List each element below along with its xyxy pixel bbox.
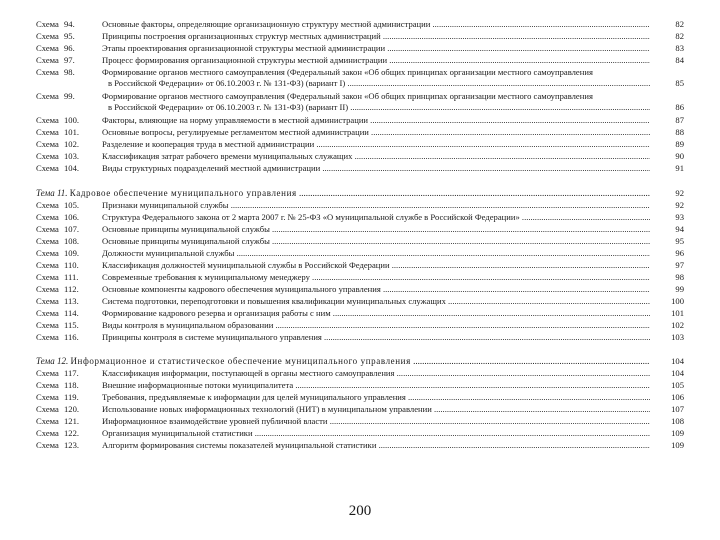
entry-title: Принципы контроля в системе муниципального управления .....	[102, 332, 650, 343]
entry-page: 85	[652, 78, 684, 89]
entry-page: 91	[652, 163, 684, 174]
entry-page: 84	[652, 55, 684, 66]
entry-title-continuation: в Российской Федерации» от 06.10.2003 г. № 131-ФЗ) (вариант II) .....	[108, 102, 650, 113]
entry-title: Принципы построения организационных структур местных администраций .....	[102, 31, 650, 42]
toc-entry	[36, 404, 684, 415]
entry-number: 118.	[64, 380, 79, 390]
entry-title: Признаки муниципальной службы .....	[102, 200, 650, 211]
section-page: 92	[652, 188, 684, 199]
entry-number: 108.	[64, 236, 80, 246]
toc-entry	[36, 428, 684, 439]
entry-number: 115.	[64, 320, 79, 330]
entry-page: 82	[652, 19, 684, 30]
entry-page: 92	[652, 200, 684, 211]
toc-entry	[36, 67, 684, 78]
entry-number: 112.	[64, 284, 79, 294]
entry-title: Основные принципы муниципальной службы .....	[102, 236, 650, 247]
entry-number: 107.	[64, 224, 80, 234]
entry-title: Внешние информационные потоки муниципалитета .....	[102, 380, 650, 391]
entry-title: Система подготовки, переподготовки и повышения квалификации муниципальных служащих .....	[102, 296, 650, 307]
toc-entry	[36, 320, 684, 331]
entry-title: Классификация затрат рабочего времени муниципальных служащих .....	[102, 151, 650, 162]
entry-number: 100.	[64, 115, 80, 125]
entry-label: Схема	[36, 55, 59, 65]
entry-title: Классификация должностей муниципальной службы в Российской Федерации .....	[102, 260, 650, 271]
entry-label: Схема	[36, 212, 59, 222]
entry-number: 119.	[64, 392, 79, 402]
entry-label: Схема	[36, 163, 59, 173]
entry-title: Основные принципы муниципальной службы .....	[102, 224, 650, 235]
entry-page: 82	[652, 31, 684, 42]
entry-label: Схема	[36, 368, 59, 378]
entry-page: 108	[652, 416, 684, 427]
entry-page: 102	[652, 320, 684, 331]
toc-entry	[36, 260, 684, 271]
entry-label: Схема	[36, 392, 59, 402]
section-heading	[36, 356, 684, 367]
toc-entry	[36, 43, 684, 54]
toc-entry	[36, 368, 684, 379]
entry-number: 104.	[64, 163, 80, 173]
entry-label: Схема	[36, 248, 59, 258]
entry-title: Структура Федерального закона от 2 марта 2007 г. № 25-ФЗ «О муниципальной службе в Российской Федерации» .....	[102, 212, 650, 223]
toc-entry	[36, 296, 684, 307]
toc-entry	[36, 91, 684, 102]
toc-entry	[36, 416, 684, 427]
entry-number: 99.	[64, 91, 75, 101]
entry-page: 100	[652, 296, 684, 307]
entry-number: 98.	[64, 67, 75, 77]
toc-entry	[36, 212, 684, 223]
entry-label: Схема	[36, 260, 59, 270]
toc-entry	[36, 224, 684, 235]
entry-page: 109	[652, 428, 684, 439]
entry-title: Современные требования к муниципальному менеджеру .....	[102, 272, 650, 283]
entry-number: 103.	[64, 151, 80, 161]
toc-entry	[36, 55, 684, 66]
toc-entry	[36, 200, 684, 211]
entry-label: Схема	[36, 200, 59, 210]
section-title: Информационное и статистическое обеспечение муниципального управления	[70, 356, 411, 366]
entry-page: 90	[652, 151, 684, 162]
entry-label: Схема	[36, 91, 59, 101]
entry-page: 101	[652, 308, 684, 319]
toc-entry	[36, 308, 684, 319]
entry-number: 122.	[64, 428, 80, 438]
toc-entry	[36, 163, 684, 174]
entry-label: Схема	[36, 236, 59, 246]
toc-entry	[36, 284, 684, 295]
entry-title: Формирование кадрового резерва и организация работы с ним .....	[102, 308, 650, 319]
section-heading-text	[36, 188, 650, 199]
entry-number: 117.	[64, 368, 79, 378]
entry-label: Схема	[36, 284, 59, 294]
entry-title: Должности муниципальной службы .....	[102, 248, 650, 259]
entry-title: Формирование органов местного самоуправления (Федеральный закон «Об общих принципах организации местного самоуправления	[102, 91, 593, 101]
entry-label: Схема	[36, 151, 59, 161]
toc-entry	[36, 248, 684, 259]
entry-label: Схема	[36, 440, 59, 450]
toc-entry	[36, 151, 684, 162]
entry-title: Требования, предъявляемые к информации для целей муниципального управления .....	[102, 392, 650, 403]
toc-entry	[36, 19, 684, 30]
entry-title: Классификация информации, поступающей в органы местного самоуправления .....	[102, 368, 650, 379]
entry-title: Этапы проектирования организационной структуры местной администрации .....	[102, 43, 650, 54]
entry-label: Схема	[36, 19, 59, 29]
entry-page: 86	[652, 102, 684, 113]
entry-page: 97	[652, 260, 684, 271]
entry-label: Схема	[36, 320, 59, 330]
entry-page: 94	[652, 224, 684, 235]
toc-entry	[36, 236, 684, 247]
entry-number: 121.	[64, 416, 80, 426]
entry-page: 107	[652, 404, 684, 415]
entry-number: 97.	[64, 55, 75, 65]
entry-label: Схема	[36, 67, 59, 77]
entry-label: Схема	[36, 115, 59, 125]
entry-page: 83	[652, 43, 684, 54]
section-page: 104	[652, 356, 684, 367]
entry-title: Виды контроля в муниципальном образовании .....	[102, 320, 650, 331]
entry-page: 87	[652, 115, 684, 126]
entry-page: 98	[652, 272, 684, 283]
entry-title: Использование новых информационных технологий (НИТ) в муниципальном управлении .....	[102, 404, 650, 415]
entry-page: 106	[652, 392, 684, 403]
entry-page: 93	[652, 212, 684, 223]
entry-number: 113.	[64, 296, 79, 306]
entry-title: Основные компоненты кадрового обеспечения муниципального управления .....	[102, 284, 650, 295]
entry-label: Схема	[36, 308, 59, 318]
toc-entry	[36, 31, 684, 42]
entry-title: Основные факторы, определяющие организационную структуру местной администрации .....	[102, 19, 650, 30]
entry-label: Схема	[36, 272, 59, 282]
entry-label: Схема	[36, 380, 59, 390]
entry-page: 105	[652, 380, 684, 391]
entry-page: 96	[652, 248, 684, 259]
entry-title: Виды структурных подразделений местной администрации .....	[102, 163, 650, 174]
entry-page: 103	[652, 332, 684, 343]
entry-number: 106.	[64, 212, 80, 222]
entry-title: Информационное взаимодействие уровней публичной власти .....	[102, 416, 650, 427]
entry-title: Организация муниципальной статистики .....	[102, 428, 650, 439]
toc-entry	[36, 392, 684, 403]
page-number: 200	[348, 503, 372, 519]
entry-number: 116.	[64, 332, 79, 342]
entry-number: 110.	[64, 260, 79, 270]
entry-number: 105.	[64, 200, 80, 210]
section-label: Тема 11.	[36, 188, 68, 198]
toc-entry	[36, 127, 684, 138]
entry-title: Основные вопросы, регулируемые регламентом местной администрации .....	[102, 127, 650, 138]
entry-page: 95	[652, 236, 684, 247]
entry-title: Процесс формирования организационной структуры местной администрации .....	[102, 55, 650, 66]
entry-label: Схема	[36, 224, 59, 234]
entry-label: Схема	[36, 127, 59, 137]
toc-entry	[36, 332, 684, 343]
entry-label: Схема	[36, 139, 59, 149]
entry-label: Схема	[36, 43, 59, 53]
toc-entry-continuation	[36, 102, 684, 113]
entry-page: 104	[652, 368, 684, 379]
section-label: Тема 12.	[36, 356, 69, 366]
entry-label: Схема	[36, 404, 59, 414]
toc-entry-continuation	[36, 78, 684, 89]
entry-title: Формирование органов местного самоуправления (Федеральный закон «Об общих принципах организации местного самоуправления	[102, 67, 593, 77]
entry-number: 111.	[64, 272, 79, 282]
entry-number: 123.	[64, 440, 80, 450]
entry-title: Факторы, влияющие на норму управляемости в местной администрации .....	[102, 115, 650, 126]
toc-entry	[36, 440, 684, 451]
toc-entry	[36, 272, 684, 283]
toc-entry	[36, 139, 684, 150]
entry-number: 94.	[64, 19, 75, 29]
entry-page: 88	[652, 127, 684, 138]
entry-title-continuation: в Российской Федерации» от 06.10.2003 г. № 131-ФЗ) (вариант I) .....	[108, 78, 650, 89]
entry-number: 114.	[64, 308, 79, 318]
section-heading	[36, 188, 684, 199]
entry-number: 102.	[64, 139, 80, 149]
entry-number: 101.	[64, 127, 80, 137]
entry-label: Схема	[36, 31, 59, 41]
entry-label: Схема	[36, 296, 59, 306]
entry-title: Разделение и кооперация труда в местной администрации .....	[102, 139, 650, 150]
entry-number: 95.	[64, 31, 75, 41]
entry-page: 99	[652, 284, 684, 295]
entry-page: 109	[652, 440, 684, 451]
toc-entry	[36, 380, 684, 391]
entry-number: 109.	[64, 248, 80, 258]
entry-number: 120.	[64, 404, 80, 414]
section-heading-text	[36, 356, 650, 367]
entry-label: Схема	[36, 416, 59, 426]
entry-page: 89	[652, 139, 684, 150]
entry-label: Схема	[36, 428, 59, 438]
entry-label: Схема	[36, 332, 59, 342]
section-title: Кадровое обеспечение муниципального управления	[69, 188, 297, 198]
entry-title: Алгоритм формирования системы показателей муниципальной статистики .....	[102, 440, 650, 451]
entry-number: 96.	[64, 43, 75, 53]
toc-entry	[36, 115, 684, 126]
